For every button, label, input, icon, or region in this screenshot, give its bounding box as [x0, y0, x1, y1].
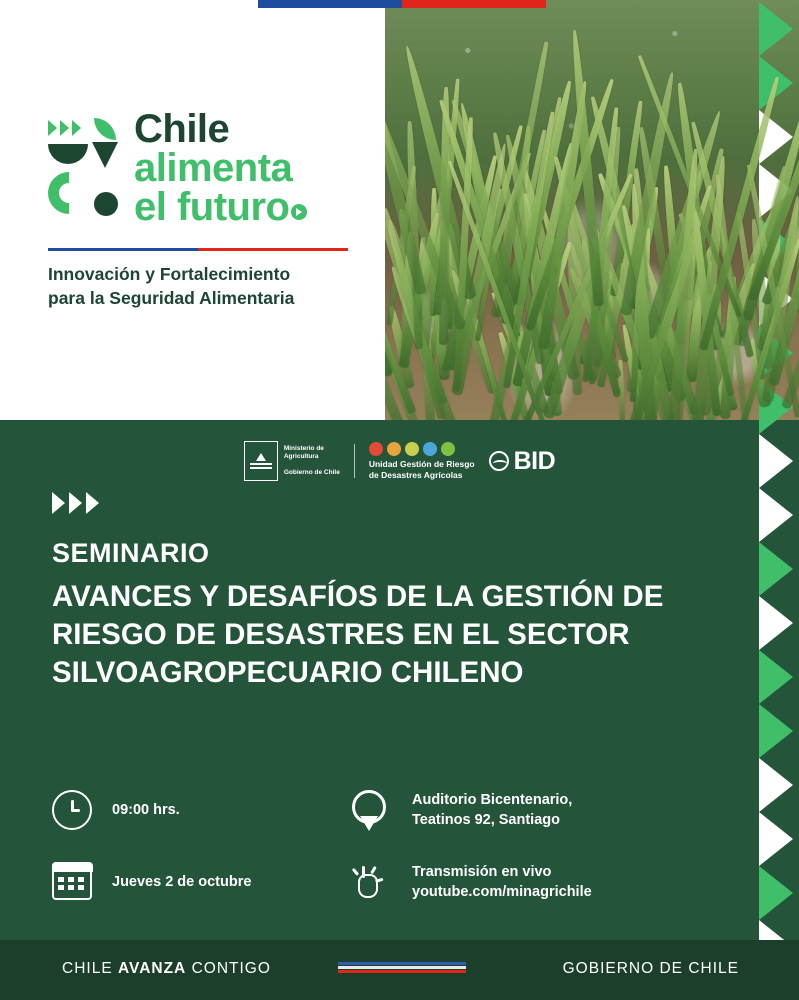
detail-stream[interactable]	[352, 862, 712, 904]
ugr-icon-3	[405, 442, 419, 456]
chevron-icon	[759, 650, 793, 704]
footer-gov-word-3: CHILE	[688, 960, 739, 977]
footer-slogan	[62, 960, 271, 978]
brand-lockup	[48, 107, 348, 310]
minagri-logo	[244, 441, 340, 481]
ugr-icon-set	[369, 442, 475, 456]
venue-line-2: Teatinos 92, Santiago	[412, 812, 560, 828]
mark-leaf-icon	[94, 118, 116, 140]
footer-government	[563, 960, 739, 978]
government-crest-icon	[244, 441, 278, 481]
detail-time	[52, 790, 352, 832]
unit-line-1: Unidad Gestión de Riesgo	[368, 458, 475, 469]
chevron-icon	[759, 488, 793, 542]
ministry-line-1: Ministerio de	[283, 445, 324, 453]
footer-flag-icon	[338, 962, 466, 973]
chevron-icon	[759, 704, 793, 758]
heading-chevrons-icon	[52, 492, 99, 514]
chevron-icon	[759, 542, 793, 596]
detail-venue	[352, 790, 712, 832]
tagline-line-1: Innovación y Fortalecimiento	[48, 264, 291, 284]
mark-chevrons-icon	[48, 120, 92, 136]
ugr-icon-4	[423, 442, 437, 456]
brand-line-3-text: el futuro	[134, 185, 290, 230]
rule-blue	[48, 248, 198, 251]
footer-gov-word-1: GOBIERNO	[562, 960, 655, 977]
brand-line-2: alimenta	[134, 146, 293, 191]
ugr-icon-2	[387, 442, 401, 456]
footer-slogan-word-2: AVANZA	[117, 960, 187, 977]
flag-blue-segment	[258, 0, 402, 8]
ugr-logo	[369, 442, 475, 480]
ministry-line-2: Agricultura	[283, 453, 319, 461]
brand-line-1: Chile	[134, 107, 230, 151]
tagline-line-2: para la Seguridad Alimentaria	[48, 287, 295, 308]
minagri-logo-text	[284, 445, 340, 476]
chevron-icon	[759, 866, 793, 920]
rule-red	[198, 248, 348, 251]
flag-red-segment	[402, 0, 546, 8]
brand-tagline	[48, 263, 348, 310]
location-pin-icon	[352, 790, 394, 832]
partner-divider	[354, 444, 355, 478]
event-kicker: SEMINARIO	[52, 538, 210, 568]
bid-logo	[489, 447, 556, 476]
footer-slogan-word-3: CONTIGO	[191, 960, 271, 977]
unit-line-2: de Desastres Agrícolas	[368, 469, 463, 480]
ugr-icon-1	[369, 442, 383, 456]
detail-date-text: Jueves 2 de octubre	[112, 874, 252, 891]
footer-gov-word-2: DE	[659, 960, 684, 977]
arrow-dot-icon	[291, 204, 307, 220]
chevron-icon	[759, 596, 793, 650]
stream-line-1: Transmisión en vivo	[412, 864, 552, 881]
detail-stream-text	[412, 863, 592, 902]
partner-logos	[0, 438, 799, 484]
tap-hand-icon	[352, 862, 394, 904]
bid-logo-text: BID	[513, 446, 556, 475]
clock-icon	[52, 790, 94, 832]
event-details	[52, 790, 712, 904]
mark-arc-icon	[39, 163, 98, 222]
globe-icon	[489, 451, 509, 471]
ugr-logo-text	[369, 459, 475, 480]
logo-panel	[0, 0, 385, 420]
stream-link[interactable]: youtube.com/minagrichile	[412, 884, 592, 900]
brand-line-3	[134, 185, 307, 230]
chevron-icon	[759, 2, 793, 56]
event-title: AVANCES Y DESAFÍOS DE LA GESTIÓN DE RIESGO DE DESASTRES EN EL SECTOR SILVOAGROPECUARIO CHILENO	[52, 580, 664, 689]
chile-alimenta-mark-icon	[48, 118, 118, 236]
brand-wordmark	[134, 107, 307, 230]
brand-rule	[48, 248, 348, 251]
mark-dot-icon	[94, 192, 118, 216]
ugr-icon-5	[441, 442, 455, 456]
detail-time-text: 09:00 hrs.	[112, 802, 180, 819]
footer-slogan-word-1: CHILE	[62, 960, 113, 977]
top-flag-bar	[258, 0, 546, 8]
detail-venue-text	[412, 791, 572, 830]
chevron-icon	[759, 758, 793, 812]
mark-triangle-icon	[92, 142, 118, 168]
chevron-icon	[759, 812, 793, 866]
ministry-line-3: Gobierno de Chile	[283, 468, 340, 476]
mark-bowl-icon	[48, 144, 88, 164]
calendar-icon	[52, 862, 94, 904]
detail-date	[52, 862, 352, 904]
venue-line-1: Auditorio Bicentenario,	[412, 792, 573, 809]
